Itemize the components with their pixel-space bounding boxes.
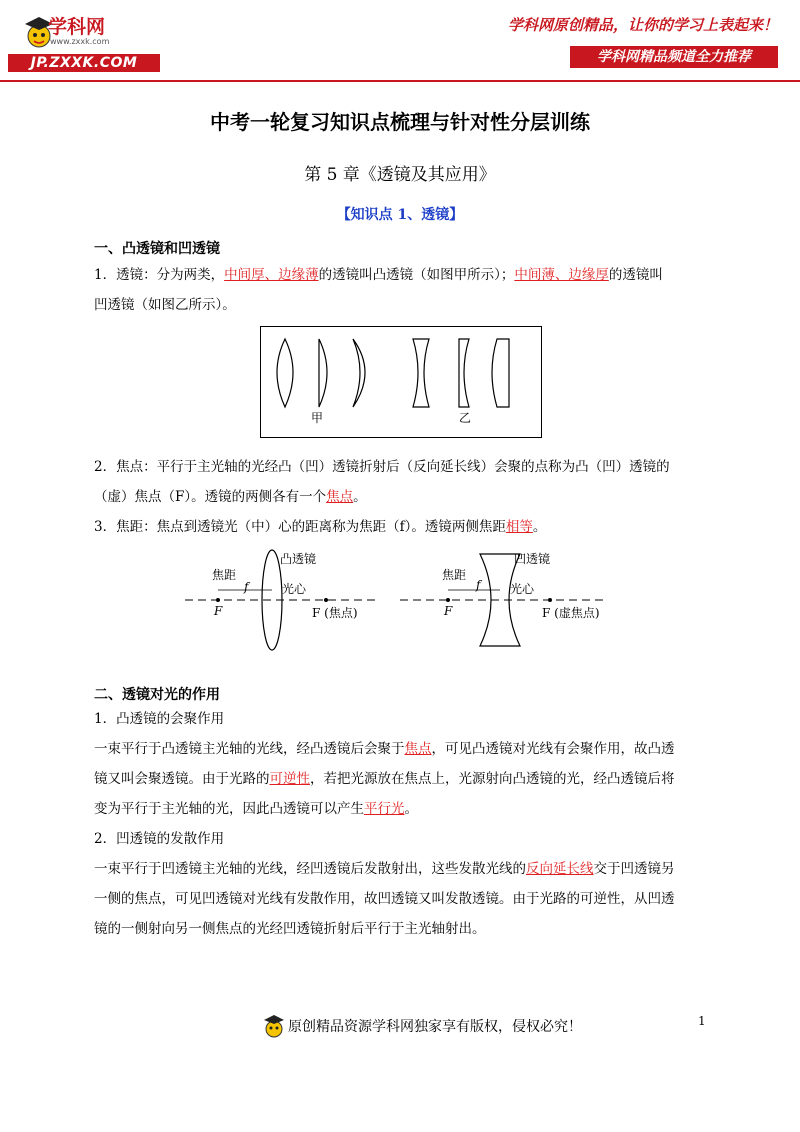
mascot-icon — [262, 1012, 286, 1042]
section-heading: 一、凸透镜和凹透镜 — [94, 241, 220, 257]
f-label: f — [476, 578, 481, 592]
text: 。 — [353, 489, 367, 505]
highlight: 焦点 — [326, 489, 354, 505]
focal-length-label: 焦距 — [212, 568, 237, 582]
text: 一束平行于凸透镜主光轴的光线，经凸透镜后会聚于 — [94, 741, 405, 757]
highlight: 焦点 — [404, 741, 432, 757]
logo-sub: www.zxxk.com — [50, 37, 110, 46]
text: 镜又叫会聚透镜。由于光路的 — [94, 771, 270, 787]
text: 交于凹透镜另 — [593, 861, 675, 877]
knowledge-point-title: 【知识点 1、透镜】 — [336, 207, 464, 223]
page-number: 1 — [698, 1014, 706, 1028]
copyright-footer: 原创精品资源学科网独家享有版权，侵权必究！ — [288, 1019, 582, 1035]
text: （虚）焦点（F）。透镜的两侧各有一个 — [94, 489, 327, 505]
text: 2．焦点：平行于主光轴的光经凸（凹）透镜折射后（反向延长线）会聚的点称为凸（凹）透镜的 — [94, 459, 670, 475]
text: 的透镜叫凸透镜（如图甲所示）； — [318, 267, 515, 283]
text: ，若把光源放在焦点上，光源射向凸透镜的光，经凸透镜后将 — [310, 771, 675, 787]
paragraph-lens-types — [94, 260, 706, 320]
text: 一侧的焦点，可见凹透镜对光线有发散作用，故凹透镜又叫发散透镜。由于光路的可逆性，从凹透 — [94, 891, 675, 907]
F-label: F — [444, 604, 453, 618]
text: ，可见凸透镜对光线有会聚作用，故凸透 — [431, 741, 675, 757]
text: 。 — [404, 801, 418, 817]
focal-diagram — [180, 548, 610, 658]
header-divider — [0, 80, 800, 82]
text: 的透镜叫 — [608, 267, 663, 283]
text: 3．焦距：焦点到透镜光（中）心的距离称为焦距（f）。透镜两侧焦距 — [94, 519, 506, 535]
paragraph-convex — [94, 734, 706, 824]
optical-center-label: 光心 — [282, 582, 307, 596]
page-title: 中考一轮复习知识点梳理与针对性分层训练 — [210, 110, 590, 134]
banner: 学科网精品频道全力推荐 — [570, 46, 778, 68]
f-label: f — [244, 580, 249, 594]
logo-url: JP.ZXXK.COM — [8, 54, 160, 72]
concave-label: 凹透镜 — [514, 552, 551, 566]
text: 。 — [532, 519, 547, 535]
paragraph-focus — [94, 452, 706, 512]
chapter-title: 第 5 章《透镜及其应用》 — [304, 165, 496, 185]
highlight: 中间薄、边缘厚 — [514, 267, 609, 283]
highlight: 反向延长线 — [526, 861, 594, 877]
highlight: 可逆性 — [269, 771, 310, 787]
virtual-focus-label: F (虚焦点) — [542, 606, 600, 620]
figure-label-a: 甲 — [311, 411, 324, 425]
text: 1．透镜：分为两类， — [94, 267, 225, 283]
subheading-concave: 2．凹透镜的发散作用 — [94, 831, 225, 847]
text: 凹透镜（如图乙所示）。 — [94, 297, 236, 313]
F-label: F — [214, 604, 223, 618]
text: 一束平行于凹透镜主光轴的光线，经凹透镜后发散射出，这些发散光线的 — [94, 861, 526, 877]
paragraph-focal-length — [94, 512, 706, 542]
highlight: 平行光 — [364, 801, 405, 817]
optical-center-label: 光心 — [510, 582, 535, 596]
text: 镜的一侧射向另一侧焦点的光经凹透镜折射后平行于主光轴射出。 — [94, 921, 486, 937]
slogan: 学科网原创精品，让你的学习上表起来！ — [507, 16, 778, 34]
lens-figure — [260, 326, 542, 438]
highlight: 相等 — [505, 519, 533, 535]
lens-shapes — [261, 327, 541, 437]
logo-name: 学科网 — [48, 16, 106, 38]
subheading-convex: 1．凸透镜的会聚作用 — [94, 711, 225, 727]
focus-label: F (焦点) — [312, 606, 358, 620]
highlight: 中间厚、边缘薄 — [224, 267, 319, 283]
text: 变为平行于主光轴的光，因此凸透镜可以产生 — [94, 801, 364, 817]
paragraph-concave — [94, 854, 706, 944]
convex-label: 凸透镜 — [280, 552, 317, 566]
focal-length-label: 焦距 — [442, 568, 467, 582]
figure-label-b: 乙 — [459, 411, 472, 425]
section-heading: 二、透镜对光的作用 — [94, 687, 220, 703]
